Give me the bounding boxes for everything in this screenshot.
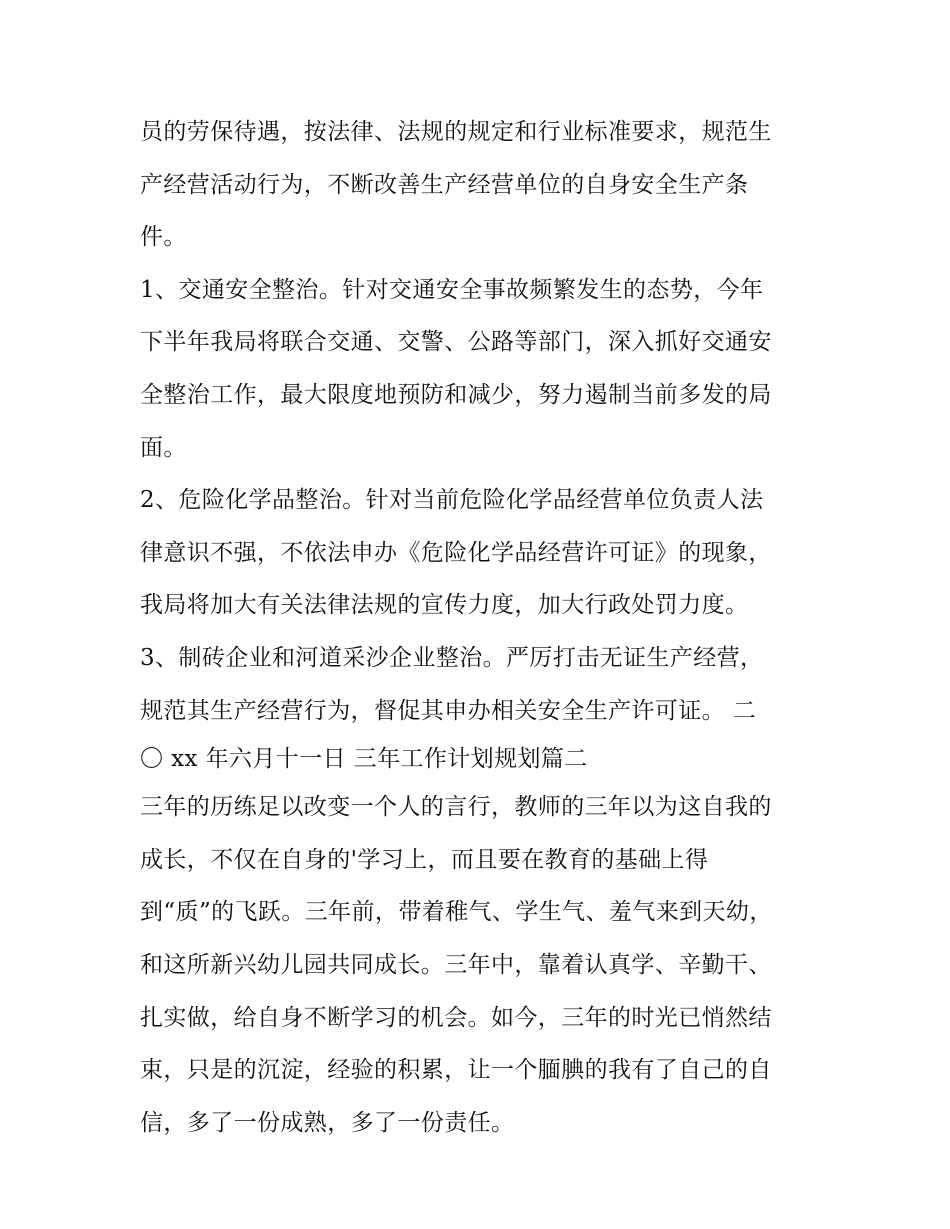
text-line: 员的劳保待遇，按法律、法规的规定和行业标准要求，规范生 <box>140 119 772 145</box>
text-line: 到“质”的飞跃。三年前，带着稚气、学生气、羞气来到天幼， <box>140 899 773 926</box>
text-line: 下半年我局将联合交通、交警、公路等部门，深入抓好交通安 <box>140 329 772 356</box>
text-line: 产经营活动行为，不断改善生产经营单位的自身安全生产条 <box>140 171 749 198</box>
text-line: 信，多了一份成熟，多了一份责任。 <box>140 1109 515 1136</box>
text-line: 扎实做，给自身不断学习的机会。如今，三年的时光已悄然结 <box>140 1004 772 1031</box>
text-line: 1、交通安全整治。针对交通安全事故频繁发生的态势，今年 <box>140 276 764 303</box>
text-line: 三年的历练足以改变一个人的言行，教师的三年以为这自我的 <box>140 794 772 821</box>
text-line: 面。 <box>140 434 187 461</box>
document-body <box>140 106 820 1149</box>
text-line: 律意识不强，不依法申办《危险化学品经营许可证》的现象， <box>140 539 772 566</box>
text-line: 规范其生产经营行为，督促其申办相关安全生产许可证。 二 <box>140 697 757 724</box>
text-line: 我局将加大有关法律法规的宣传力度，加大行政处罚力度。 <box>140 592 749 619</box>
text-line: 和这所新兴幼儿园共同成长。三年中，靠着认真学、辛勤干、 <box>140 951 772 978</box>
text-line: 全整治工作，最大限度地预防和减少，努力遏制当前多发的局 <box>140 381 772 408</box>
text-line: 3、制砖企业和河道采沙企业整治。严厉打击无证生产经营， <box>140 644 764 671</box>
text-line: 件。 <box>140 224 187 251</box>
text-line: 成长，不仅在自身的'学习上，而且要在教育的基础上得 <box>140 846 709 873</box>
text-line: 2、危险化学品整治。针对当前危险化学品经营单位负责人法 <box>140 487 764 514</box>
text-line: 束，只是的沉淀，经验的积累，让一个腼腆的我有了自己的自 <box>140 1057 772 1084</box>
section-heading-line: 〇 xx 年六月十一日 三年工作计划规划篇二 <box>140 746 588 773</box>
